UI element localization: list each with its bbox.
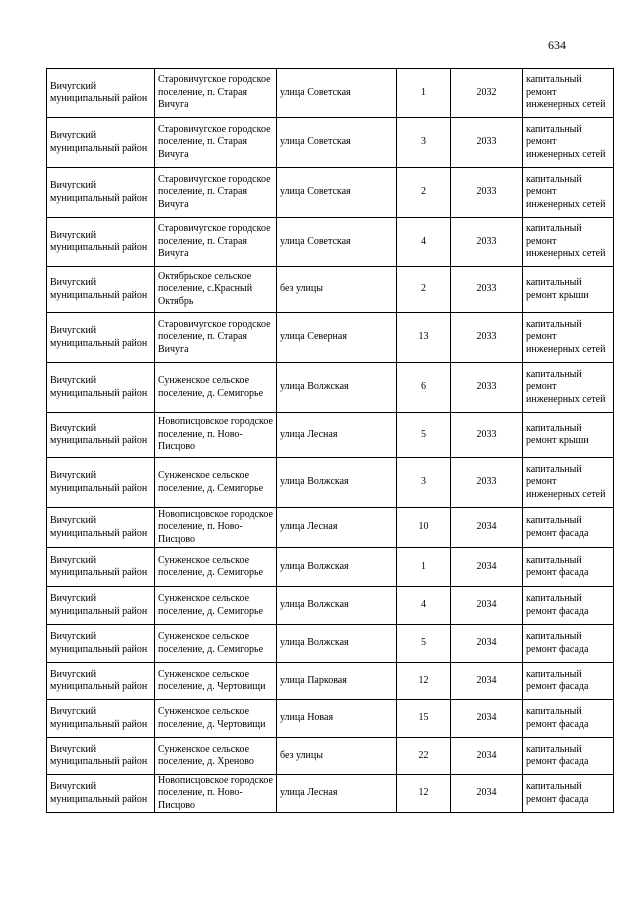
street-cell: улица Волжская (277, 548, 397, 587)
table-row (47, 267, 614, 313)
work-cell: капитальный ремонт инженерных сетей (523, 458, 614, 508)
house-cell: 15 (397, 700, 451, 738)
settlement-cell: Сунженское сельское поселение, д. Семигорье (155, 548, 277, 587)
house-cell: 3 (397, 118, 451, 168)
year-cell: 2034 (451, 738, 523, 775)
table-row (47, 458, 614, 508)
district-cell: Вичугский муниципальный район (47, 663, 155, 700)
street-cell: улица Лесная (277, 413, 397, 458)
work-cell: капитальный ремонт фасада (523, 548, 614, 587)
house-cell: 3 (397, 458, 451, 508)
year-cell: 2033 (451, 218, 523, 267)
table-row (47, 738, 614, 775)
year-cell: 2033 (451, 413, 523, 458)
district-cell: Вичугский муниципальный район (47, 267, 155, 313)
district-cell: Вичугский муниципальный район (47, 363, 155, 413)
district-cell: Вичугский муниципальный район (47, 548, 155, 587)
year-cell: 2034 (451, 775, 523, 813)
district-cell: Вичугский муниципальный район (47, 168, 155, 218)
work-cell: капитальный ремонт фасада (523, 700, 614, 738)
house-cell: 4 (397, 218, 451, 267)
house-cell: 4 (397, 587, 451, 625)
table-row (47, 363, 614, 413)
street-cell: улица Лесная (277, 775, 397, 813)
house-cell: 13 (397, 313, 451, 363)
district-cell: Вичугский муниципальный район (47, 508, 155, 548)
district-cell: Вичугский муниципальный район (47, 625, 155, 663)
work-cell: капитальный ремонт крыши (523, 413, 614, 458)
house-cell: 1 (397, 69, 451, 118)
house-cell: 6 (397, 363, 451, 413)
year-cell: 2034 (451, 663, 523, 700)
year-cell: 2034 (451, 548, 523, 587)
work-cell: капитальный ремонт фасада (523, 587, 614, 625)
street-cell: без улицы (277, 738, 397, 775)
house-cell: 12 (397, 663, 451, 700)
table-row (47, 218, 614, 267)
settlement-cell: Новописцовское городское поселение, п. Ново-Писцово (155, 508, 277, 548)
year-cell: 2034 (451, 508, 523, 548)
district-cell: Вичугский муниципальный район (47, 313, 155, 363)
year-cell: 2034 (451, 700, 523, 738)
work-cell: капитальный ремонт фасада (523, 663, 614, 700)
house-cell: 1 (397, 548, 451, 587)
housing-repair-table (46, 68, 614, 813)
work-cell: капитальный ремонт фасада (523, 625, 614, 663)
house-cell: 2 (397, 168, 451, 218)
work-cell: капитальный ремонт фасада (523, 738, 614, 775)
table-row (47, 663, 614, 700)
settlement-cell: Сунженское сельское поселение, д. Семигорье (155, 363, 277, 413)
district-cell: Вичугский муниципальный район (47, 587, 155, 625)
settlement-cell: Старовичугское городское поселение, п. Старая Вичуга (155, 69, 277, 118)
settlement-cell: Сунженское сельское поселение, д. Чертовищи (155, 663, 277, 700)
work-cell: капитальный ремонт инженерных сетей (523, 168, 614, 218)
year-cell: 2033 (451, 168, 523, 218)
work-cell: капитальный ремонт фасада (523, 775, 614, 813)
year-cell: 2034 (451, 625, 523, 663)
district-cell: Вичугский муниципальный район (47, 738, 155, 775)
year-cell: 2033 (451, 363, 523, 413)
table-body (47, 69, 614, 813)
table-row (47, 168, 614, 218)
street-cell: улица Советская (277, 118, 397, 168)
street-cell: улица Советская (277, 69, 397, 118)
settlement-cell: Новописцовское городское поселение, п. Ново-Писцово (155, 775, 277, 813)
house-cell: 5 (397, 413, 451, 458)
district-cell: Вичугский муниципальный район (47, 218, 155, 267)
table-row (47, 587, 614, 625)
house-cell: 2 (397, 267, 451, 313)
street-cell: улица Волжская (277, 363, 397, 413)
work-cell: капитальный ремонт инженерных сетей (523, 118, 614, 168)
table-row (47, 700, 614, 738)
table-row (47, 775, 614, 813)
table-row (47, 548, 614, 587)
settlement-cell: Старовичугское городское поселение, п. Старая Вичуга (155, 168, 277, 218)
year-cell: 2034 (451, 587, 523, 625)
district-cell: Вичугский муниципальный район (47, 700, 155, 738)
page-number: 634 (548, 38, 566, 52)
settlement-cell: Сунженское сельское поселение, д. Хреново (155, 738, 277, 775)
district-cell: Вичугский муниципальный район (47, 413, 155, 458)
house-cell: 5 (397, 625, 451, 663)
table-row (47, 625, 614, 663)
year-cell: 2033 (451, 313, 523, 363)
table-row (47, 508, 614, 548)
settlement-cell: Октябрьское сельское поселение, с.Красный Октябрь (155, 267, 277, 313)
house-cell: 22 (397, 738, 451, 775)
street-cell: улица Советская (277, 168, 397, 218)
settlement-cell: Старовичугское городское поселение, п. Старая Вичуга (155, 218, 277, 267)
work-cell: капитальный ремонт фасада (523, 508, 614, 548)
settlement-cell: Сунженское сельское поселение, д. Семигорье (155, 587, 277, 625)
settlement-cell: Сунженское сельское поселение, д. Семигорье (155, 458, 277, 508)
street-cell: улица Новая (277, 700, 397, 738)
street-cell: улица Лесная (277, 508, 397, 548)
settlement-cell: Сунженское сельское поселение, д. Семигорье (155, 625, 277, 663)
settlement-cell: Новописцовское городское поселение, п. Ново-Писцово (155, 413, 277, 458)
table-row (47, 313, 614, 363)
settlement-cell: Старовичугское городское поселение, п. Старая Вичуга (155, 313, 277, 363)
year-cell: 2032 (451, 69, 523, 118)
settlement-cell: Сунженское сельское поселение, д. Чертовищи (155, 700, 277, 738)
house-cell: 12 (397, 775, 451, 813)
settlement-cell: Старовичугское городское поселение, п. Старая Вичуга (155, 118, 277, 168)
street-cell: улица Волжская (277, 458, 397, 508)
year-cell: 2033 (451, 458, 523, 508)
table-row (47, 413, 614, 458)
year-cell: 2033 (451, 267, 523, 313)
district-cell: Вичугский муниципальный район (47, 458, 155, 508)
street-cell: улица Северная (277, 313, 397, 363)
table-row (47, 69, 614, 118)
street-cell: улица Волжская (277, 587, 397, 625)
table-row (47, 118, 614, 168)
work-cell: капитальный ремонт инженерных сетей (523, 218, 614, 267)
district-cell: Вичугский муниципальный район (47, 69, 155, 118)
street-cell: улица Советская (277, 218, 397, 267)
work-cell: капитальный ремонт инженерных сетей (523, 69, 614, 118)
work-cell: капитальный ремонт крыши (523, 267, 614, 313)
street-cell: улица Волжская (277, 625, 397, 663)
work-cell: капитальный ремонт инженерных сетей (523, 313, 614, 363)
year-cell: 2033 (451, 118, 523, 168)
street-cell: без улицы (277, 267, 397, 313)
district-cell: Вичугский муниципальный район (47, 775, 155, 813)
work-cell: капитальный ремонт инженерных сетей (523, 363, 614, 413)
street-cell: улица Парковая (277, 663, 397, 700)
district-cell: Вичугский муниципальный район (47, 118, 155, 168)
house-cell: 10 (397, 508, 451, 548)
